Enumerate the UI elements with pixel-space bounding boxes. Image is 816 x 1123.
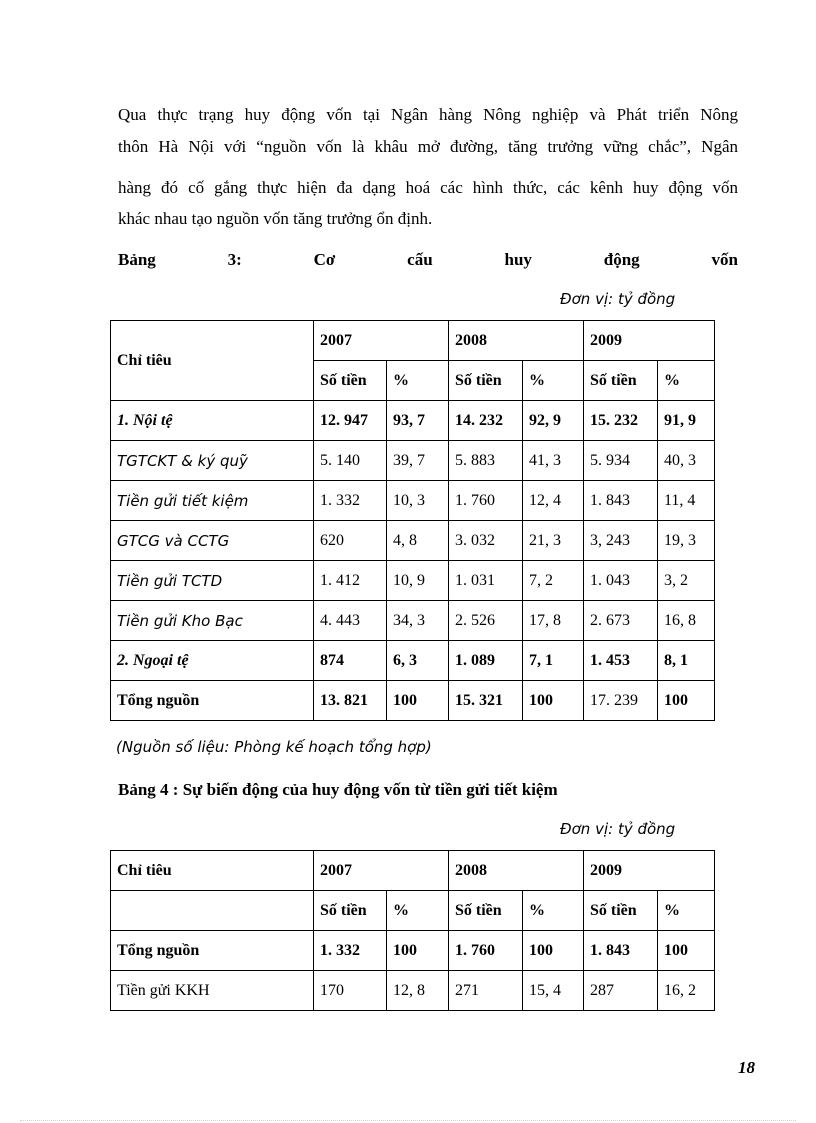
percent-cell: 12, 8 [387, 971, 449, 1011]
percent-cell: 34, 3 [387, 601, 449, 641]
caption-word: Cơ [313, 250, 336, 269]
header-year: 2009 [584, 851, 715, 891]
row-label: Tiền gửi tiết kiệm [111, 481, 314, 521]
intro-line-2: thôn Hà Nội với “nguồn vốn là khâu mở đường, tăng trưởng vững chắc”, Ngân [118, 137, 738, 156]
amount-cell: 1. 043 [584, 561, 658, 601]
amount-cell: 874 [314, 641, 387, 681]
percent-cell: 6, 3 [387, 641, 449, 681]
table-row [111, 971, 715, 1011]
footer-rule [20, 1120, 796, 1121]
table3-header-row [111, 321, 715, 361]
percent-cell: 11, 4 [658, 481, 715, 521]
percent-cell: 100 [523, 931, 584, 971]
table3-unit: Đơn vị: tỷ đồng [560, 290, 676, 308]
amount-cell: 1. 843 [584, 931, 658, 971]
table4-body [111, 931, 715, 1011]
amount-cell: 1. 760 [449, 931, 523, 971]
percent-cell: 100 [387, 931, 449, 971]
header-amount: Số tiền [449, 891, 523, 931]
table3-caption [118, 249, 738, 270]
caption-word: huy [504, 250, 532, 269]
table4-subheader-row [111, 891, 715, 931]
percent-cell: 3, 2 [658, 561, 715, 601]
percent-cell: 39, 7 [387, 441, 449, 481]
header-percent: % [523, 891, 584, 931]
row-label: Tiền gửi Kho Bạc [111, 601, 314, 641]
percent-cell: 7, 2 [523, 561, 584, 601]
percent-cell: 4, 8 [387, 521, 449, 561]
percent-cell: 17, 8 [523, 601, 584, 641]
amount-cell: 13. 821 [314, 681, 387, 721]
caption-word: Bảng [118, 250, 156, 269]
header-percent: % [523, 361, 584, 401]
amount-cell: 1. 332 [314, 931, 387, 971]
header-year: 2008 [449, 851, 584, 891]
table3-body [111, 401, 715, 721]
header-amount: Số tiền [449, 361, 523, 401]
table-row [111, 681, 715, 721]
row-label: TGTCKT & ký quỹ [111, 441, 314, 481]
percent-cell: 100 [523, 681, 584, 721]
amount-cell: 620 [314, 521, 387, 561]
percent-cell: 16, 8 [658, 601, 715, 641]
header-year: 2007 [314, 851, 449, 891]
row-label: Tổng nguồn [111, 931, 314, 971]
amount-cell: 5. 934 [584, 441, 658, 481]
percent-cell: 100 [658, 681, 715, 721]
percent-cell: 92, 9 [523, 401, 584, 441]
header-amount: Số tiền [314, 891, 387, 931]
row-label: Tiền gửi KKH [111, 971, 314, 1011]
amount-cell: 2. 526 [449, 601, 523, 641]
header-amount: Số tiền [584, 891, 658, 931]
percent-cell: 19, 3 [658, 521, 715, 561]
amount-cell: 1. 332 [314, 481, 387, 521]
header-year: 2008 [449, 321, 584, 361]
percent-cell: 40, 3 [658, 441, 715, 481]
row-label: 1. Nội tệ [111, 401, 314, 441]
table4 [110, 850, 715, 1011]
table4-header-row [111, 851, 715, 891]
table3 [110, 320, 715, 721]
percent-cell: 8, 1 [658, 641, 715, 681]
percent-cell: 10, 9 [387, 561, 449, 601]
header-amount: Số tiền [584, 361, 658, 401]
percent-cell: 91, 9 [658, 401, 715, 441]
amount-cell: 1. 089 [449, 641, 523, 681]
table4-caption: Bảng 4 : Sự biến động của huy động vốn từ tiền gửi tiết kiệm [118, 780, 558, 799]
percent-cell: 10, 3 [387, 481, 449, 521]
table-row [111, 641, 715, 681]
amount-cell: 1. 412 [314, 561, 387, 601]
table-row [111, 521, 715, 561]
header-percent: % [387, 361, 449, 401]
header-percent: % [658, 361, 715, 401]
table-row [111, 561, 715, 601]
amount-cell: 15. 321 [449, 681, 523, 721]
row-label: 2. Ngoại tệ [111, 641, 314, 681]
amount-cell: 17. 239 [584, 681, 658, 721]
table-row [111, 481, 715, 521]
empty-cell [111, 891, 314, 931]
amount-cell: 2. 673 [584, 601, 658, 641]
row-label: Tiền gửi TCTD [111, 561, 314, 601]
amount-cell: 4. 443 [314, 601, 387, 641]
table3-source: (Nguồn số liệu: Phòng kế hoạch tổng hợp) [116, 738, 432, 756]
percent-cell: 93, 7 [387, 401, 449, 441]
intro-line-4: khác nhau tạo nguồn vốn tăng trưởng ổn định. [118, 209, 433, 228]
row-label: Tổng nguồn [111, 681, 314, 721]
percent-cell: 16, 2 [658, 971, 715, 1011]
header-percent: % [387, 891, 449, 931]
caption-word: cấu [407, 250, 433, 269]
amount-cell: 1. 843 [584, 481, 658, 521]
intro-line-1: Qua thực trạng huy động vốn tại Ngân hàng Nông nghiệp và Phát triển Nông [118, 105, 738, 124]
caption-word: 3: [227, 250, 242, 269]
amount-cell: 1. 453 [584, 641, 658, 681]
table-row [111, 401, 715, 441]
amount-cell: 1. 760 [449, 481, 523, 521]
amount-cell: 3, 243 [584, 521, 658, 561]
percent-cell: 100 [658, 931, 715, 971]
table-row [111, 601, 715, 641]
header-percent: % [658, 891, 715, 931]
header-year: 2007 [314, 321, 449, 361]
header-amount: Số tiền [314, 361, 387, 401]
percent-cell: 21, 3 [523, 521, 584, 561]
percent-cell: 15, 4 [523, 971, 584, 1011]
intro-line-3: hàng đó cố gắng thực hiện đa dạng hoá các hình thức, các kênh huy động vốn [118, 178, 738, 197]
header-year: 2009 [584, 321, 715, 361]
amount-cell: 12. 947 [314, 401, 387, 441]
percent-cell: 41, 3 [523, 441, 584, 481]
amount-cell: 271 [449, 971, 523, 1011]
amount-cell: 3. 032 [449, 521, 523, 561]
amount-cell: 287 [584, 971, 658, 1011]
amount-cell: 5. 140 [314, 441, 387, 481]
table-row [111, 441, 715, 481]
header-row-label: Chỉ tiêu [111, 321, 314, 401]
caption-word: động [603, 250, 640, 269]
amount-cell: 170 [314, 971, 387, 1011]
amount-cell: 1. 031 [449, 561, 523, 601]
header-row-label: Chỉ tiêu [111, 851, 314, 891]
caption-word: vốn [711, 250, 738, 269]
table-row [111, 931, 715, 971]
amount-cell: 5. 883 [449, 441, 523, 481]
percent-cell: 7, 1 [523, 641, 584, 681]
percent-cell: 12, 4 [523, 481, 584, 521]
page-number: 18 [738, 1058, 755, 1077]
row-label: GTCG và CCTG [111, 521, 314, 561]
percent-cell: 100 [387, 681, 449, 721]
amount-cell: 14. 232 [449, 401, 523, 441]
table4-unit: Đơn vị: tỷ đồng [560, 820, 676, 838]
amount-cell: 15. 232 [584, 401, 658, 441]
